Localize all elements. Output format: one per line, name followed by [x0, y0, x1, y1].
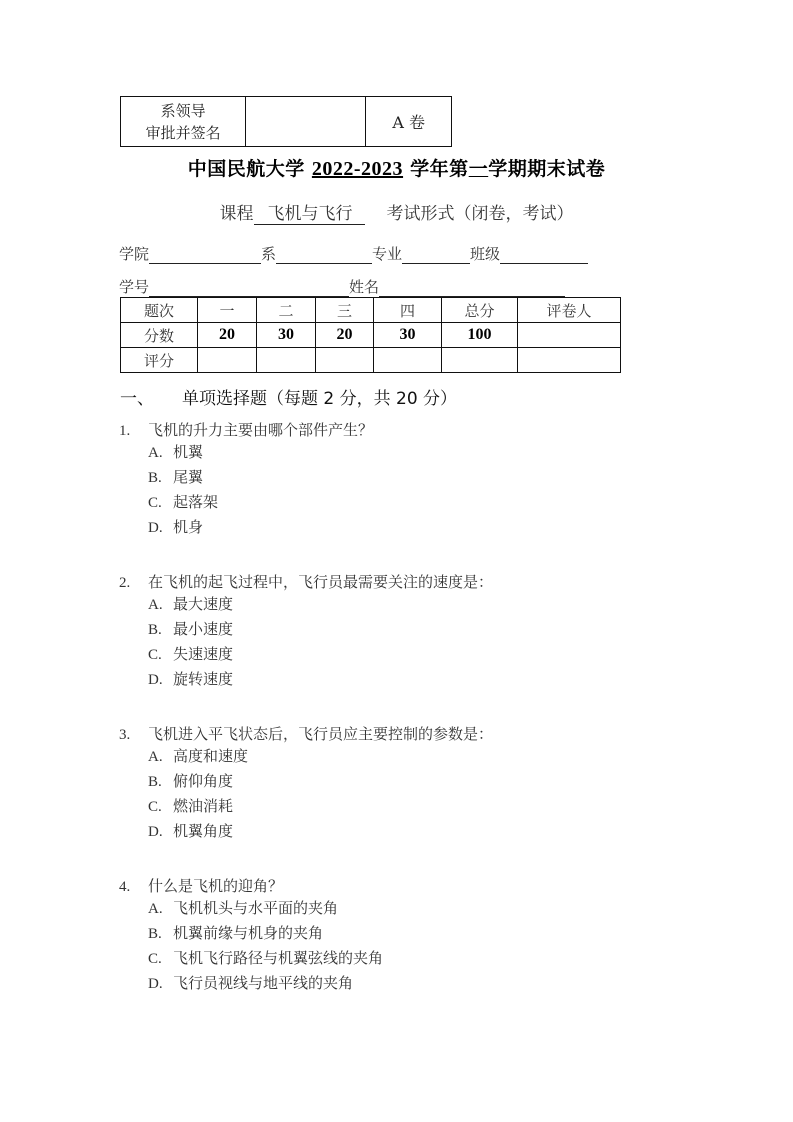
question-4-options — [148, 896, 383, 996]
graded-cell[interactable] — [374, 348, 442, 373]
student-id-label: 学号 — [119, 278, 150, 296]
option-letter: C. — [148, 951, 162, 967]
question-number: 1. — [119, 423, 131, 439]
header-cell: 评卷人 — [518, 298, 621, 323]
section-heading — [120, 384, 457, 409]
option-d[interactable] — [148, 515, 218, 540]
header-cell: 一 — [198, 298, 257, 323]
header-cell: 四 — [374, 298, 442, 323]
option-text: 机翼 — [173, 443, 204, 461]
question-1 — [119, 419, 373, 440]
college-label: 学院 — [119, 245, 150, 263]
option-letter: B. — [148, 622, 162, 638]
option-text: 机翼前缘与机身的夹角 — [173, 924, 324, 942]
course-name: 飞机与飞行 — [254, 204, 365, 225]
question-text: 在飞机的起飞过程中，飞行员最需要关注的速度是： — [148, 573, 494, 591]
points-cell: 30 — [374, 323, 442, 348]
option-letter: D. — [148, 672, 163, 688]
question-3-options — [148, 744, 248, 844]
question-3 — [119, 723, 493, 744]
approval-box — [120, 96, 452, 147]
option-letter: B. — [148, 926, 162, 942]
option-c[interactable] — [148, 490, 218, 515]
name-label: 姓名 — [349, 278, 380, 296]
option-letter: A. — [148, 445, 163, 461]
class-label: 班级 — [470, 245, 501, 263]
major-label: 专业 — [372, 245, 403, 263]
option-letter: A. — [148, 901, 163, 917]
question-2-options — [148, 592, 233, 692]
student-id-field[interactable] — [149, 280, 349, 297]
question-2 — [119, 571, 493, 592]
option-d[interactable] — [148, 971, 383, 996]
course-line — [0, 199, 793, 225]
points-cell: 20 — [198, 323, 257, 348]
graded-cell[interactable] — [518, 348, 621, 373]
name-field[interactable] — [379, 280, 565, 297]
graded-cell[interactable] — [257, 348, 316, 373]
option-text: 飞机飞行路径与机翼弦线的夹角 — [173, 949, 384, 967]
points-label: 分数 — [121, 323, 198, 348]
question-number: 3. — [119, 727, 131, 743]
option-a[interactable] — [148, 744, 248, 769]
option-c[interactable] — [148, 642, 233, 667]
academic-year: 2022-2023 — [311, 158, 404, 180]
option-text: 机翼角度 — [173, 822, 234, 840]
graded-row — [121, 348, 621, 373]
option-a[interactable] — [148, 440, 218, 465]
approval-label-line1: 系领导 — [160, 101, 206, 120]
option-text: 飞行员视线与地平线的夹角 — [173, 974, 354, 992]
option-letter: C. — [148, 799, 162, 815]
option-letter: C. — [148, 647, 162, 663]
approval-label — [121, 97, 246, 147]
student-info-row-2 — [119, 276, 565, 297]
question-4 — [119, 875, 283, 896]
points-total: 100 — [442, 323, 518, 348]
header-cell: 三 — [316, 298, 374, 323]
graded-cell[interactable] — [316, 348, 374, 373]
question-text: 飞机的升力主要由哪个部件产生？ — [148, 421, 374, 439]
title-prefix: 中国民航大学 — [187, 158, 312, 180]
exam-title — [0, 154, 793, 181]
option-c[interactable] — [148, 946, 383, 971]
option-b[interactable] — [148, 617, 233, 642]
option-letter: A. — [148, 749, 163, 765]
department-label: 系 — [261, 245, 277, 263]
graded-cell[interactable] — [442, 348, 518, 373]
major-field[interactable] — [402, 247, 470, 264]
header-cell: 题次 — [121, 298, 198, 323]
option-text: 最小速度 — [173, 620, 234, 638]
department-field[interactable] — [276, 247, 372, 264]
option-b[interactable] — [148, 921, 383, 946]
option-b[interactable] — [148, 769, 248, 794]
option-letter: B. — [148, 470, 162, 486]
question-1-options — [148, 440, 218, 540]
option-text: 最大速度 — [173, 595, 234, 613]
option-a[interactable] — [148, 592, 233, 617]
option-text: 旋转速度 — [173, 670, 234, 688]
question-number: 2. — [119, 575, 131, 591]
title-suffix: 学期期末试卷 — [488, 158, 606, 180]
header-cell: 二 — [257, 298, 316, 323]
option-d[interactable] — [148, 667, 233, 692]
option-text: 飞机机头与水平面的夹角 — [173, 899, 339, 917]
course-label: 课程 — [219, 204, 254, 224]
option-text: 起落架 — [173, 493, 219, 511]
score-table — [120, 297, 621, 373]
option-d[interactable] — [148, 819, 248, 844]
paper-version: A 卷 — [366, 97, 452, 147]
points-cell: 20 — [316, 323, 374, 348]
points-cell — [518, 323, 621, 348]
question-text: 什么是飞机的迎角？ — [148, 877, 284, 895]
option-letter: B. — [148, 774, 162, 790]
points-cell: 30 — [257, 323, 316, 348]
student-info-row-1 — [119, 243, 588, 264]
class-field[interactable] — [500, 247, 588, 264]
approval-signature-cell[interactable] — [246, 97, 366, 147]
approval-label-line2: 审批并签名 — [145, 123, 221, 142]
option-b[interactable] — [148, 465, 218, 490]
option-letter: C. — [148, 495, 162, 511]
option-text: 燃油消耗 — [173, 797, 234, 815]
option-letter: D. — [148, 520, 163, 536]
header-cell: 总分 — [442, 298, 518, 323]
graded-cell[interactable] — [198, 348, 257, 373]
question-number: 4. — [119, 879, 131, 895]
option-letter: D. — [148, 824, 163, 840]
option-letter: D. — [148, 976, 163, 992]
option-letter: A. — [148, 597, 163, 613]
college-field[interactable] — [149, 247, 261, 264]
title-mid: 学年第 — [403, 158, 469, 180]
question-text: 飞机进入平飞状态后，飞行员应主要控制的参数是： — [148, 725, 494, 743]
option-text: 机身 — [173, 518, 204, 536]
score-header-row — [121, 298, 621, 323]
option-a[interactable] — [148, 896, 383, 921]
section-number: 一、 — [120, 389, 154, 409]
option-c[interactable] — [148, 794, 248, 819]
points-row — [121, 323, 621, 348]
exam-form: 考试形式（闭卷，考试） — [386, 204, 574, 224]
option-text: 高度和速度 — [173, 747, 249, 765]
semester: 一 — [468, 158, 489, 180]
graded-label: 评分 — [121, 348, 198, 373]
option-text: 失速速度 — [173, 645, 234, 663]
option-text: 俯仰角度 — [173, 772, 234, 790]
section-title: 单项选择题（每题 2 分，共 20 分） — [182, 389, 458, 409]
option-text: 尾翼 — [173, 468, 204, 486]
